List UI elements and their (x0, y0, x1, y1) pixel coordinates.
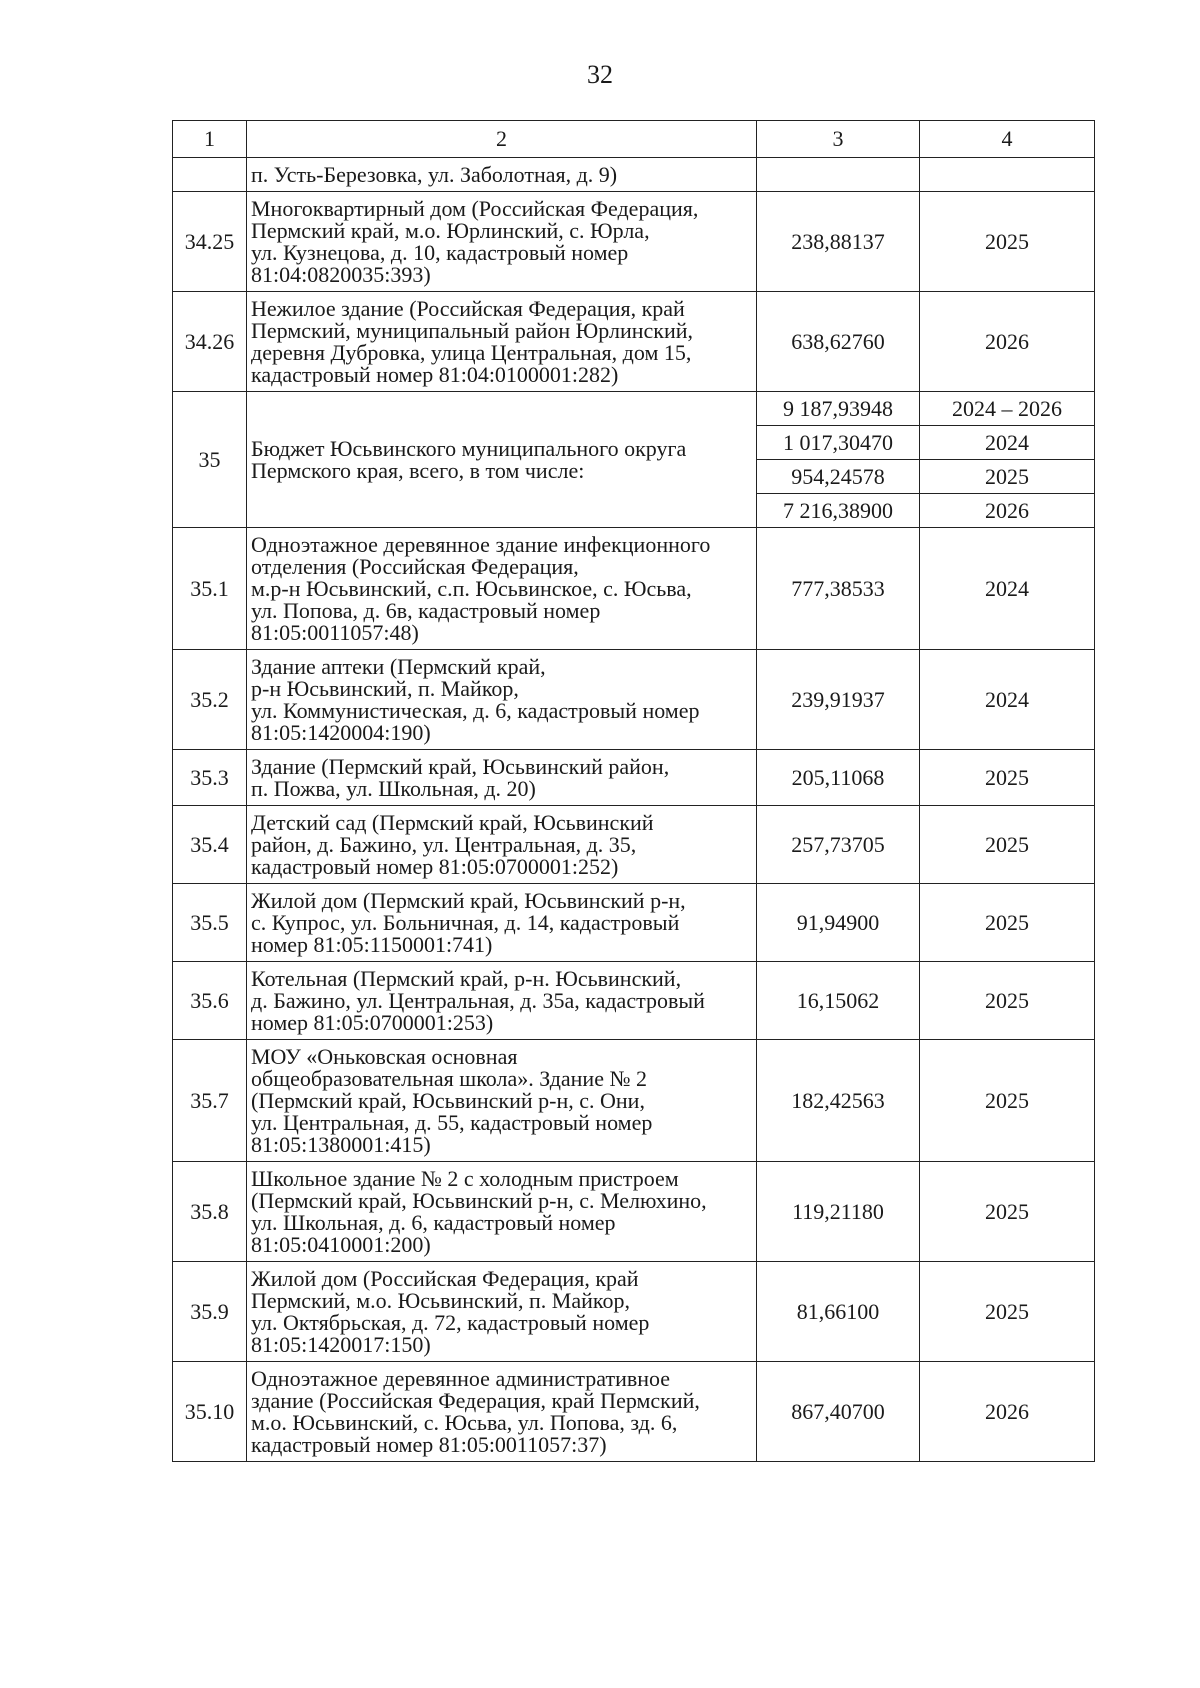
table-row (173, 962, 1095, 1040)
description-line: 81:05:1420004:190) (251, 719, 431, 745)
description-line: ул. Центральная, д. 55, кадастровый номер (251, 1109, 653, 1135)
description-line: Многоквартирный дом (Российская Федерация, (251, 195, 699, 221)
object-description (247, 1040, 757, 1162)
row-number: 35.3 (173, 750, 247, 806)
row-number: 35.7 (173, 1040, 247, 1162)
description-line: п. Пожва, ул. Школьная, д. 20) (251, 775, 536, 801)
year-value: 2024 (920, 426, 1095, 460)
description-line: кадастровый номер 81:05:0011057:37) (251, 1431, 607, 1457)
description-line: 81:05:0011057:48) (251, 619, 419, 645)
amount-value: 239,91937 (757, 650, 920, 750)
table-header-row (173, 121, 1095, 158)
row-number (173, 158, 247, 192)
description-line: 81:04:0820035:393) (251, 261, 431, 287)
object-description (247, 884, 757, 962)
description-line: (Пермский край, Юсьвинский р-н, с. Мелюхино, (251, 1187, 707, 1213)
amount-value: 91,94900 (757, 884, 920, 962)
year-value: 2025 (920, 806, 1095, 884)
year-value (920, 158, 1095, 192)
description-line: Здание (Пермский край, Юсьвинский район, (251, 753, 670, 779)
year-value: 2025 (920, 962, 1095, 1040)
description-line: Детский сад (Пермский край, Юсьвинский (251, 809, 654, 835)
year-value: 2024 – 2026 (920, 392, 1095, 426)
description-line: здание (Российская Федерация, край Пермский, (251, 1387, 700, 1413)
description-line: ул. Кузнецова, д. 10, кадастровый номер (251, 239, 629, 265)
object-description (247, 1162, 757, 1262)
year-value: 2025 (920, 1162, 1095, 1262)
table-row (173, 158, 1095, 192)
year-value: 2026 (920, 1362, 1095, 1462)
amount-value: 777,38533 (757, 528, 920, 650)
year-value: 2026 (920, 494, 1095, 528)
table-row (173, 884, 1095, 962)
description-line: ул. Коммунистическая, д. 6, кадастровый номер (251, 697, 700, 723)
description-line: 81:05:1380001:415) (251, 1131, 431, 1157)
description-line: кадастровый номер 81:05:0700001:252) (251, 853, 619, 879)
row-number: 35.1 (173, 528, 247, 650)
description-line: Жилой дом (Пермский край, Юсьвинский р-н, (251, 887, 686, 913)
object-description (247, 158, 757, 192)
object-description (247, 292, 757, 392)
row-number: 35.6 (173, 962, 247, 1040)
amount-value: 7 216,38900 (757, 494, 920, 528)
row-number: 34.25 (173, 192, 247, 292)
description-line: 81:05:1420017:150) (251, 1331, 431, 1357)
table-row (173, 1162, 1095, 1262)
description-line: ул. Школьная, д. 6, кадастровый номер (251, 1209, 616, 1235)
amount-value: 205,11068 (757, 750, 920, 806)
row-number: 35.9 (173, 1262, 247, 1362)
year-value: 2024 (920, 528, 1095, 650)
description-line: деревня Дубровка, улица Центральная, дом 15, (251, 339, 692, 365)
amount-value: 638,62760 (757, 292, 920, 392)
amount-value: 81,66100 (757, 1262, 920, 1362)
table-row (173, 806, 1095, 884)
amount-value: 954,24578 (757, 460, 920, 494)
year-value: 2025 (920, 192, 1095, 292)
description-line: Школьное здание № 2 с холодным пристроем (251, 1165, 679, 1191)
amount-value: 867,40700 (757, 1362, 920, 1462)
column-header-1: 1 (173, 121, 247, 158)
object-description (247, 806, 757, 884)
row-number: 34.26 (173, 292, 247, 392)
object-description (247, 392, 757, 528)
description-line: кадастровый номер 81:04:0100001:282) (251, 361, 619, 387)
description-line: Пермского края, всего, в том числе: (251, 457, 585, 483)
description-line: 81:05:0410001:200) (251, 1231, 431, 1257)
table-row (173, 750, 1095, 806)
description-line: Котельная (Пермский край, р-н. Юсьвинский, (251, 965, 682, 991)
row-number: 35.5 (173, 884, 247, 962)
description-line: отделения (Российская Федерация, (251, 553, 579, 579)
year-value: 2024 (920, 650, 1095, 750)
row-number: 35.10 (173, 1362, 247, 1462)
object-description (247, 962, 757, 1040)
table-row (173, 1040, 1095, 1162)
property-table (172, 120, 1095, 1462)
amount-value: 16,15062 (757, 962, 920, 1040)
table-row (173, 528, 1095, 650)
object-description (247, 528, 757, 650)
description-line: Одноэтажное деревянное здание инфекционного (251, 531, 711, 557)
description-line: МОУ «Оньковская основная (251, 1043, 518, 1069)
row-number: 35.4 (173, 806, 247, 884)
amount-value: 9 187,93948 (757, 392, 920, 426)
page-number: 32 (587, 60, 613, 89)
column-header-3: 3 (757, 121, 920, 158)
description-line: Пермский, муниципальный район Юрлинский, (251, 317, 693, 343)
column-header-4: 4 (920, 121, 1095, 158)
description-line: общеобразовательная школа». Здание № 2 (251, 1065, 647, 1091)
year-value: 2025 (920, 1040, 1095, 1162)
object-description (247, 650, 757, 750)
year-value: 2025 (920, 1262, 1095, 1362)
description-line: Пермский край, м.о. Юрлинский, с. Юрла, (251, 217, 650, 243)
row-number: 35 (173, 392, 247, 528)
table-row (173, 292, 1095, 392)
description-line: п. Усть-Березовка, ул. Заболотная, д. 9) (251, 161, 618, 187)
amount-value: 238,88137 (757, 192, 920, 292)
description-line: номер 81:05:1150001:741) (251, 931, 493, 957)
description-line: ул. Октябрьская, д. 72, кадастровый номер (251, 1309, 650, 1335)
object-description (247, 1362, 757, 1462)
description-line: (Пермский край, Юсьвинский р-н, с. Они, (251, 1087, 645, 1113)
row-number: 35.2 (173, 650, 247, 750)
description-line: Бюджет Юсьвинского муниципального округа (251, 435, 687, 461)
description-line: р-н Юсьвинский, п. Майкор, (251, 675, 519, 701)
description-line: д. Бажино, ул. Центральная, д. 35а, кадастровый (251, 987, 705, 1013)
description-line: с. Купрос, ул. Больничная, д. 14, кадастровый (251, 909, 680, 935)
object-description (247, 192, 757, 292)
column-header-2: 2 (247, 121, 757, 158)
amount-value: 257,73705 (757, 806, 920, 884)
table-row (173, 650, 1095, 750)
amount-value: 1 017,30470 (757, 426, 920, 460)
description-line: м.р-н Юсьвинский, с.п. Юсьвинское, с. Юсьва, (251, 575, 692, 601)
table-row (173, 1362, 1095, 1462)
year-value: 2025 (920, 460, 1095, 494)
budget-row (173, 392, 1095, 426)
year-value: 2025 (920, 884, 1095, 962)
amount-value: 182,42563 (757, 1040, 920, 1162)
description-line: номер 81:05:0700001:253) (251, 1009, 494, 1035)
row-number: 35.8 (173, 1162, 247, 1262)
description-line: Жилой дом (Российская Федерация, край (251, 1265, 639, 1291)
amount-value: 119,21180 (757, 1162, 920, 1262)
description-line: Нежилое здание (Российская Федерация, край (251, 295, 685, 321)
description-line: ул. Попова, д. 6в, кадастровый номер (251, 597, 601, 623)
object-description (247, 1262, 757, 1362)
amount-value (757, 158, 920, 192)
description-line: Пермский, м.о. Юсьвинский, п. Майкор, (251, 1287, 630, 1313)
object-description (247, 750, 757, 806)
year-value: 2025 (920, 750, 1095, 806)
table-row (173, 192, 1095, 292)
description-line: м.о. Юсьвинский, с. Юсьва, ул. Попова, зд. 6, (251, 1409, 678, 1435)
description-line: район, д. Бажино, ул. Центральная, д. 35, (251, 831, 637, 857)
description-line: Здание аптеки (Пермский край, (251, 653, 546, 679)
year-value: 2026 (920, 292, 1095, 392)
description-line: Одноэтажное деревянное административное (251, 1365, 671, 1391)
table-row (173, 1262, 1095, 1362)
